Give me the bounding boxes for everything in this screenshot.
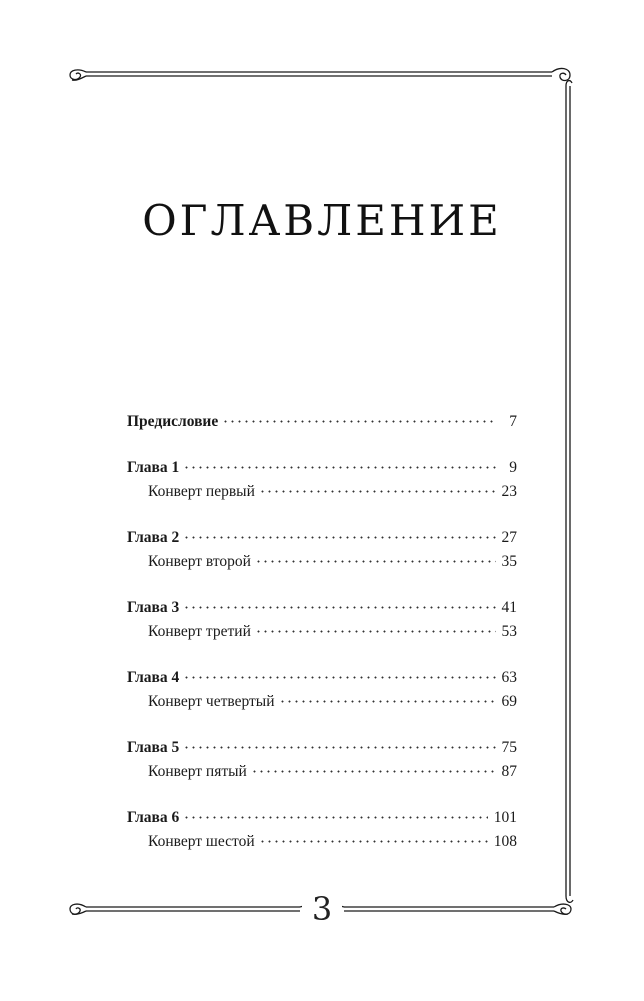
toc-entry-label: Конверт первый [148,483,255,500]
toc-subsection-row [127,690,517,714]
dot-leader [183,536,495,539]
table-of-contents [127,410,517,854]
toc-entry-page: 108 [493,833,517,850]
toc-entry-page: 41 [501,599,517,616]
toc-entry-page: 75 [501,739,517,756]
page-number [0,889,644,929]
toc-subsection-row [127,620,517,644]
toc-chapter-row [127,596,517,620]
toc-entry-label: Глава 2 [127,529,180,546]
toc-entry-label: Конверт шестой [148,833,255,850]
toc-chapter-row [127,410,517,434]
page-title: ОГЛАВЛЕНИЕ [142,196,502,245]
dot-leader [183,606,495,609]
toc-entry-label: Конверт второй [148,553,251,570]
toc-chapter-row [127,806,517,830]
toc-entry-label: Предисловие [127,413,219,430]
toc-subsection-row [127,760,517,784]
toc-entry-page: 23 [501,483,517,500]
toc-entry-label: Конверт четвертый [148,693,275,710]
dot-leader [183,816,487,819]
toc-entry-label: Конверт пятый [148,763,247,780]
toc-entry-page: 9 [509,459,517,476]
toc-entry-page: 63 [501,669,517,686]
toc-entry-label: Глава 4 [127,669,180,686]
dot-leader [259,840,488,843]
toc-entry-page: 35 [501,553,517,570]
page-number-text: 3 [302,890,342,928]
dot-leader [259,490,496,493]
toc-entry-label: Глава 1 [127,459,180,476]
dot-leader [183,746,495,749]
toc-subsection-row [127,550,517,574]
dot-leader [183,676,495,679]
toc-entry-page: 101 [493,809,517,826]
toc-entry-page: 27 [501,529,517,546]
dot-leader [251,770,496,773]
toc-entry-label: Глава 3 [127,599,180,616]
dot-leader [255,560,496,563]
toc-entry-label: Конверт третий [148,623,251,640]
toc-chapter-row [127,666,517,690]
toc-subsection-row [127,480,517,504]
dot-leader [255,630,496,633]
dot-leader [222,420,497,423]
toc-entry-page: 69 [501,693,517,710]
toc-entry-page: 53 [501,623,517,640]
toc-chapter-row [127,526,517,550]
toc-entry-page: 87 [501,763,517,780]
toc-entry-label: Глава 6 [127,809,180,826]
dot-leader [279,700,496,703]
toc-entry-page: 7 [509,413,517,430]
toc-subsection-row [127,830,517,854]
toc-chapter-row [127,456,517,480]
toc-entry-label: Глава 5 [127,739,180,756]
dot-leader [183,466,497,469]
toc-chapter-row [127,736,517,760]
